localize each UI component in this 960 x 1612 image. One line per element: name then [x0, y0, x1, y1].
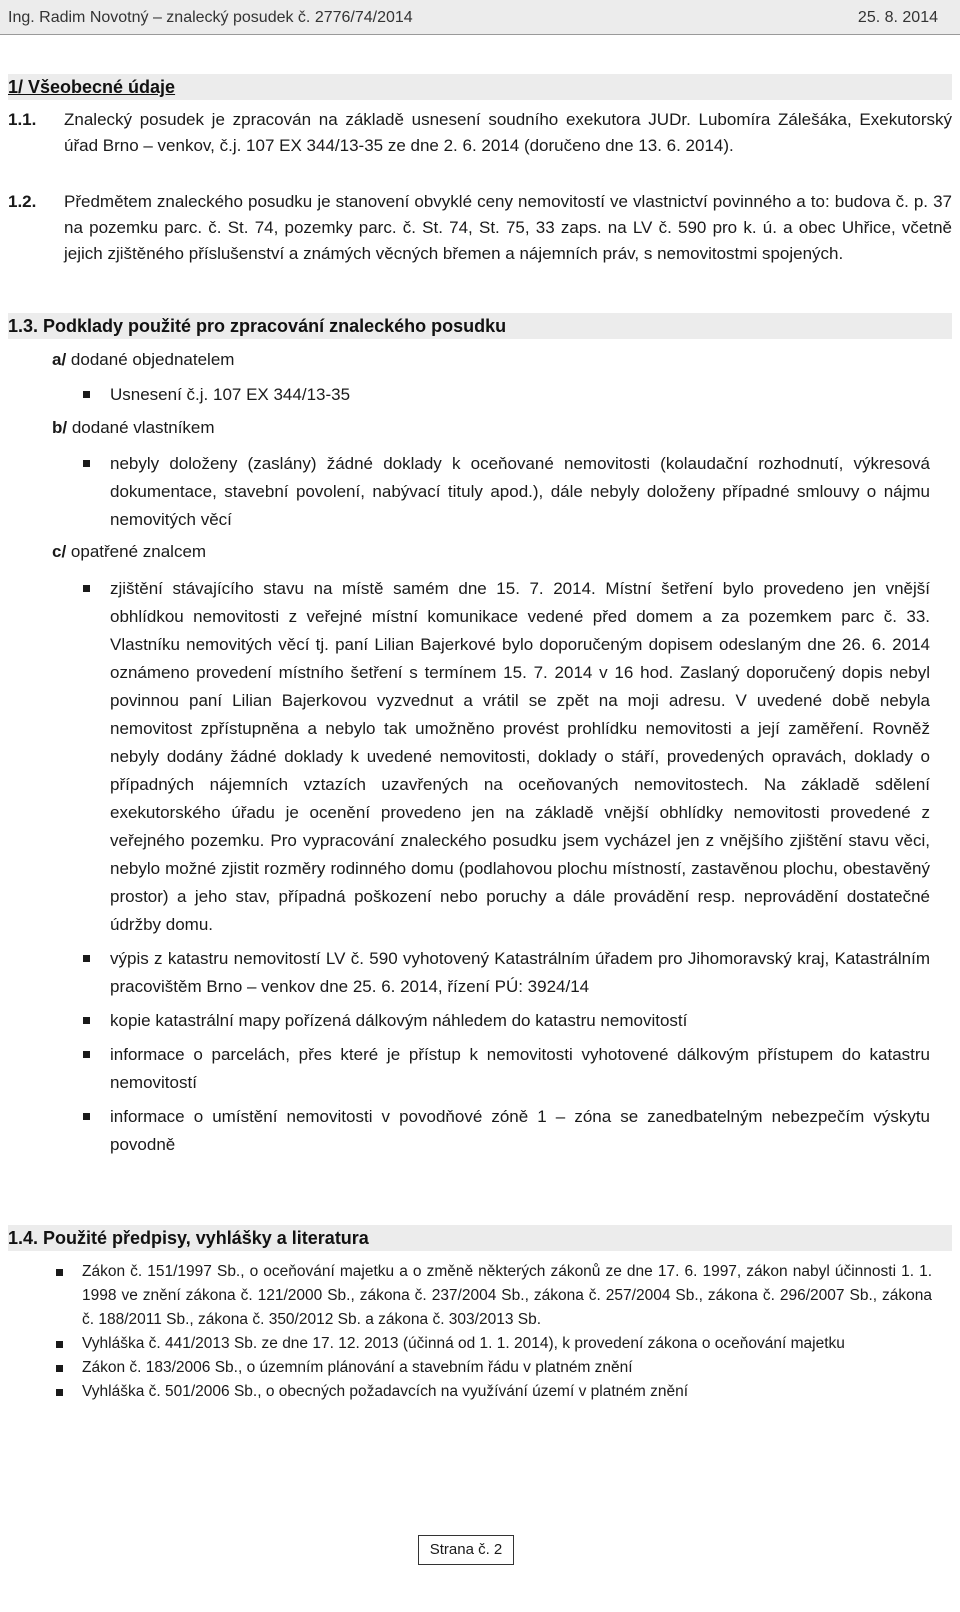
bullet-icon — [56, 1269, 63, 1276]
item-1-2 — [8, 189, 952, 267]
list-item: informace o umístění nemovitosti v povodňové zóně 1 – zóna se zanedbatelným nebezpečím výskytu povodně — [80, 1103, 930, 1159]
section-1-title: 1/ Všeobecné údaje — [8, 74, 952, 100]
section-1-3-title: 1.3. Podklady použité pro zpracování znaleckého posudku — [8, 313, 952, 339]
bullet-icon — [83, 955, 90, 962]
sublabel-c: c/ opatřené znalcem — [52, 542, 207, 561]
list-item: nebyly doloženy (zaslány) žádné doklady k oceňované nemovitosti (kolaudační rozhodnutí, výkresová dokumentace, stavební povolení, nabývací tituly apod.), dále nebyly doloženy případné smlouvy o nájmu nemovitých věcí — [80, 450, 930, 534]
item-1-2-text: Předmětem znaleckého posudku je stanovení obvyklé ceny nemovitostí ve vlastnictví povinného a to: budova č. p. 37 na pozemku parc. č. St. 74, pozemky parc. č. St. 74, St. 75, 33 zaps. na LV č. 590 pro k. ú. a obec Uhřice, včetně jejich zjištěného příslušenství a známých věcných břemen a nájemních práv, s nemovitostmi spojených. — [64, 192, 952, 263]
page-number: Strana č. 2 — [418, 1535, 514, 1565]
list-item: zjištění stávajícího stavu na místě samém dne 15. 7. 2014. Místní šetření bylo provedeno jen vnější obhlídkou nemovitosti z veřejné místní komunikace vedené před domem a za pozemkem parc č. 33. Vlastníku nemovitých věcí tj. paní Lilian Bajerkové bylo doporučeným dopisem odeslaným dne 26. 6. 2014 oznámeno provedení místního šetření s termínem 15. 7. 2014 v 16 hod. Zaslaný doporučený dopis nebyl povinnou paní Lilian Bajerkovou vyzvednut a vrátil se zpět na moji adresu. V uvedené době nebyla nemovitost zpřístupněna a nebylo tak umožněno provést prohlídku nemovitosti a její zaměření. Rovněž nebyly dodány žádné doklady k uvedené nemovitosti, doklady o stáří, provedených opravách, doklady o případných nájemních vztazích uzavřených na oceňovaných nemovitostech. Na základě sdělení exekutorského úřadu je ocenění provedeno jen na základě vnější obhlídky nemovitosti provedené z veřejného pozemku. Pro vypracování znaleckého posudku jsem vycházel jen z vnějšího zjištění stavu věci, nebylo možné zjistit rozměry rodinného domu (podlahovou plochu místností, zastavěnou plochu, obestavěný prostor) a jeho stav, případná poškození nebo poruchy a dále provádění resp. neprovádění dostatečné údržby domu. — [80, 575, 930, 939]
item-1-1-number: 1.1. — [8, 110, 37, 129]
bullet-icon — [83, 1017, 90, 1024]
list-regulations — [52, 1260, 932, 1404]
header-date: 25. 8. 2014 — [857, 9, 938, 26]
bullet-icon — [83, 1113, 90, 1120]
bullet-icon — [83, 460, 90, 467]
item-1-1-text: Znalecký posudek je zpracován na základě usnesení soudního exekutora JUDr. Lubomíra Zálešáka, Exekutorský úřad Brno – venkov, č.j. 107 EX 344/13-35 ze dne 2. 6. 2014 (doručeno dne 13. 6. 2014). — [64, 110, 952, 155]
bullet-icon — [56, 1389, 63, 1396]
item-1-2-number: 1.2. — [8, 192, 37, 211]
list-a — [80, 381, 930, 409]
bullet-icon — [56, 1341, 63, 1348]
list-item: informace o parcelách, přes které je přístup k nemovitosti vyhotovené dálkovým přístupem do katastru nemovitostí — [80, 1041, 930, 1097]
bullet-icon — [56, 1365, 63, 1372]
bullet-icon — [83, 391, 90, 398]
bullet-icon — [83, 585, 90, 592]
item-1-1 — [8, 107, 952, 159]
list-item: Vyhláška č. 501/2006 Sb., o obecných požadavcích na využívání území v platném znění — [52, 1380, 932, 1404]
sublabel-a: a/ dodané objednatelem — [52, 350, 235, 369]
sublabel-b: b/ dodané vlastníkem — [52, 418, 215, 437]
list-item: kopie katastrální mapy pořízená dálkovým náhledem do katastru nemovitostí — [80, 1007, 930, 1035]
list-item: Vyhláška č. 441/2013 Sb. ze dne 17. 12. 2013 (účinná od 1. 1. 2014), k provedení zákona o oceňování majetku — [52, 1332, 932, 1356]
list-c — [80, 575, 930, 1159]
list-item: Usnesení č.j. 107 EX 344/13-35 — [80, 381, 930, 409]
list-b — [80, 450, 930, 534]
bullet-icon — [83, 1051, 90, 1058]
list-item: Zákon č. 151/1997 Sb., o oceňování majetku a o změně některých zákonů ze dne 17. 6. 1997, zákon nabyl účinnosti 1. 1. 1998 ve znění zákona č. 121/2000 Sb., zákona č. 237/2004 Sb., zákona č. 257/2004 Sb., zákona č. 296/2007 Sb., zákona č. 188/2011 Sb., zákona č. 350/2012 Sb. a zákona č. 303/2013 Sb. — [52, 1260, 932, 1332]
header-document-title: Ing. Radim Novotný – znalecký posudek č. 2776/74/2014 — [8, 9, 413, 26]
list-item: výpis z katastru nemovitostí LV č. 590 vyhotovený Katastrálním úřadem pro Jihomoravský kraj, Katastrálním pracovištěm Brno – venkov dne 25. 6. 2014, řízení PÚ: 3924/14 — [80, 945, 930, 1001]
list-item: Zákon č. 183/2006 Sb., o územním plánování a stavebním řádu v platném znění — [52, 1356, 932, 1380]
page-header — [0, 0, 960, 35]
section-1-4-title: 1.4. Použité předpisy, vyhlášky a literatura — [8, 1225, 952, 1251]
